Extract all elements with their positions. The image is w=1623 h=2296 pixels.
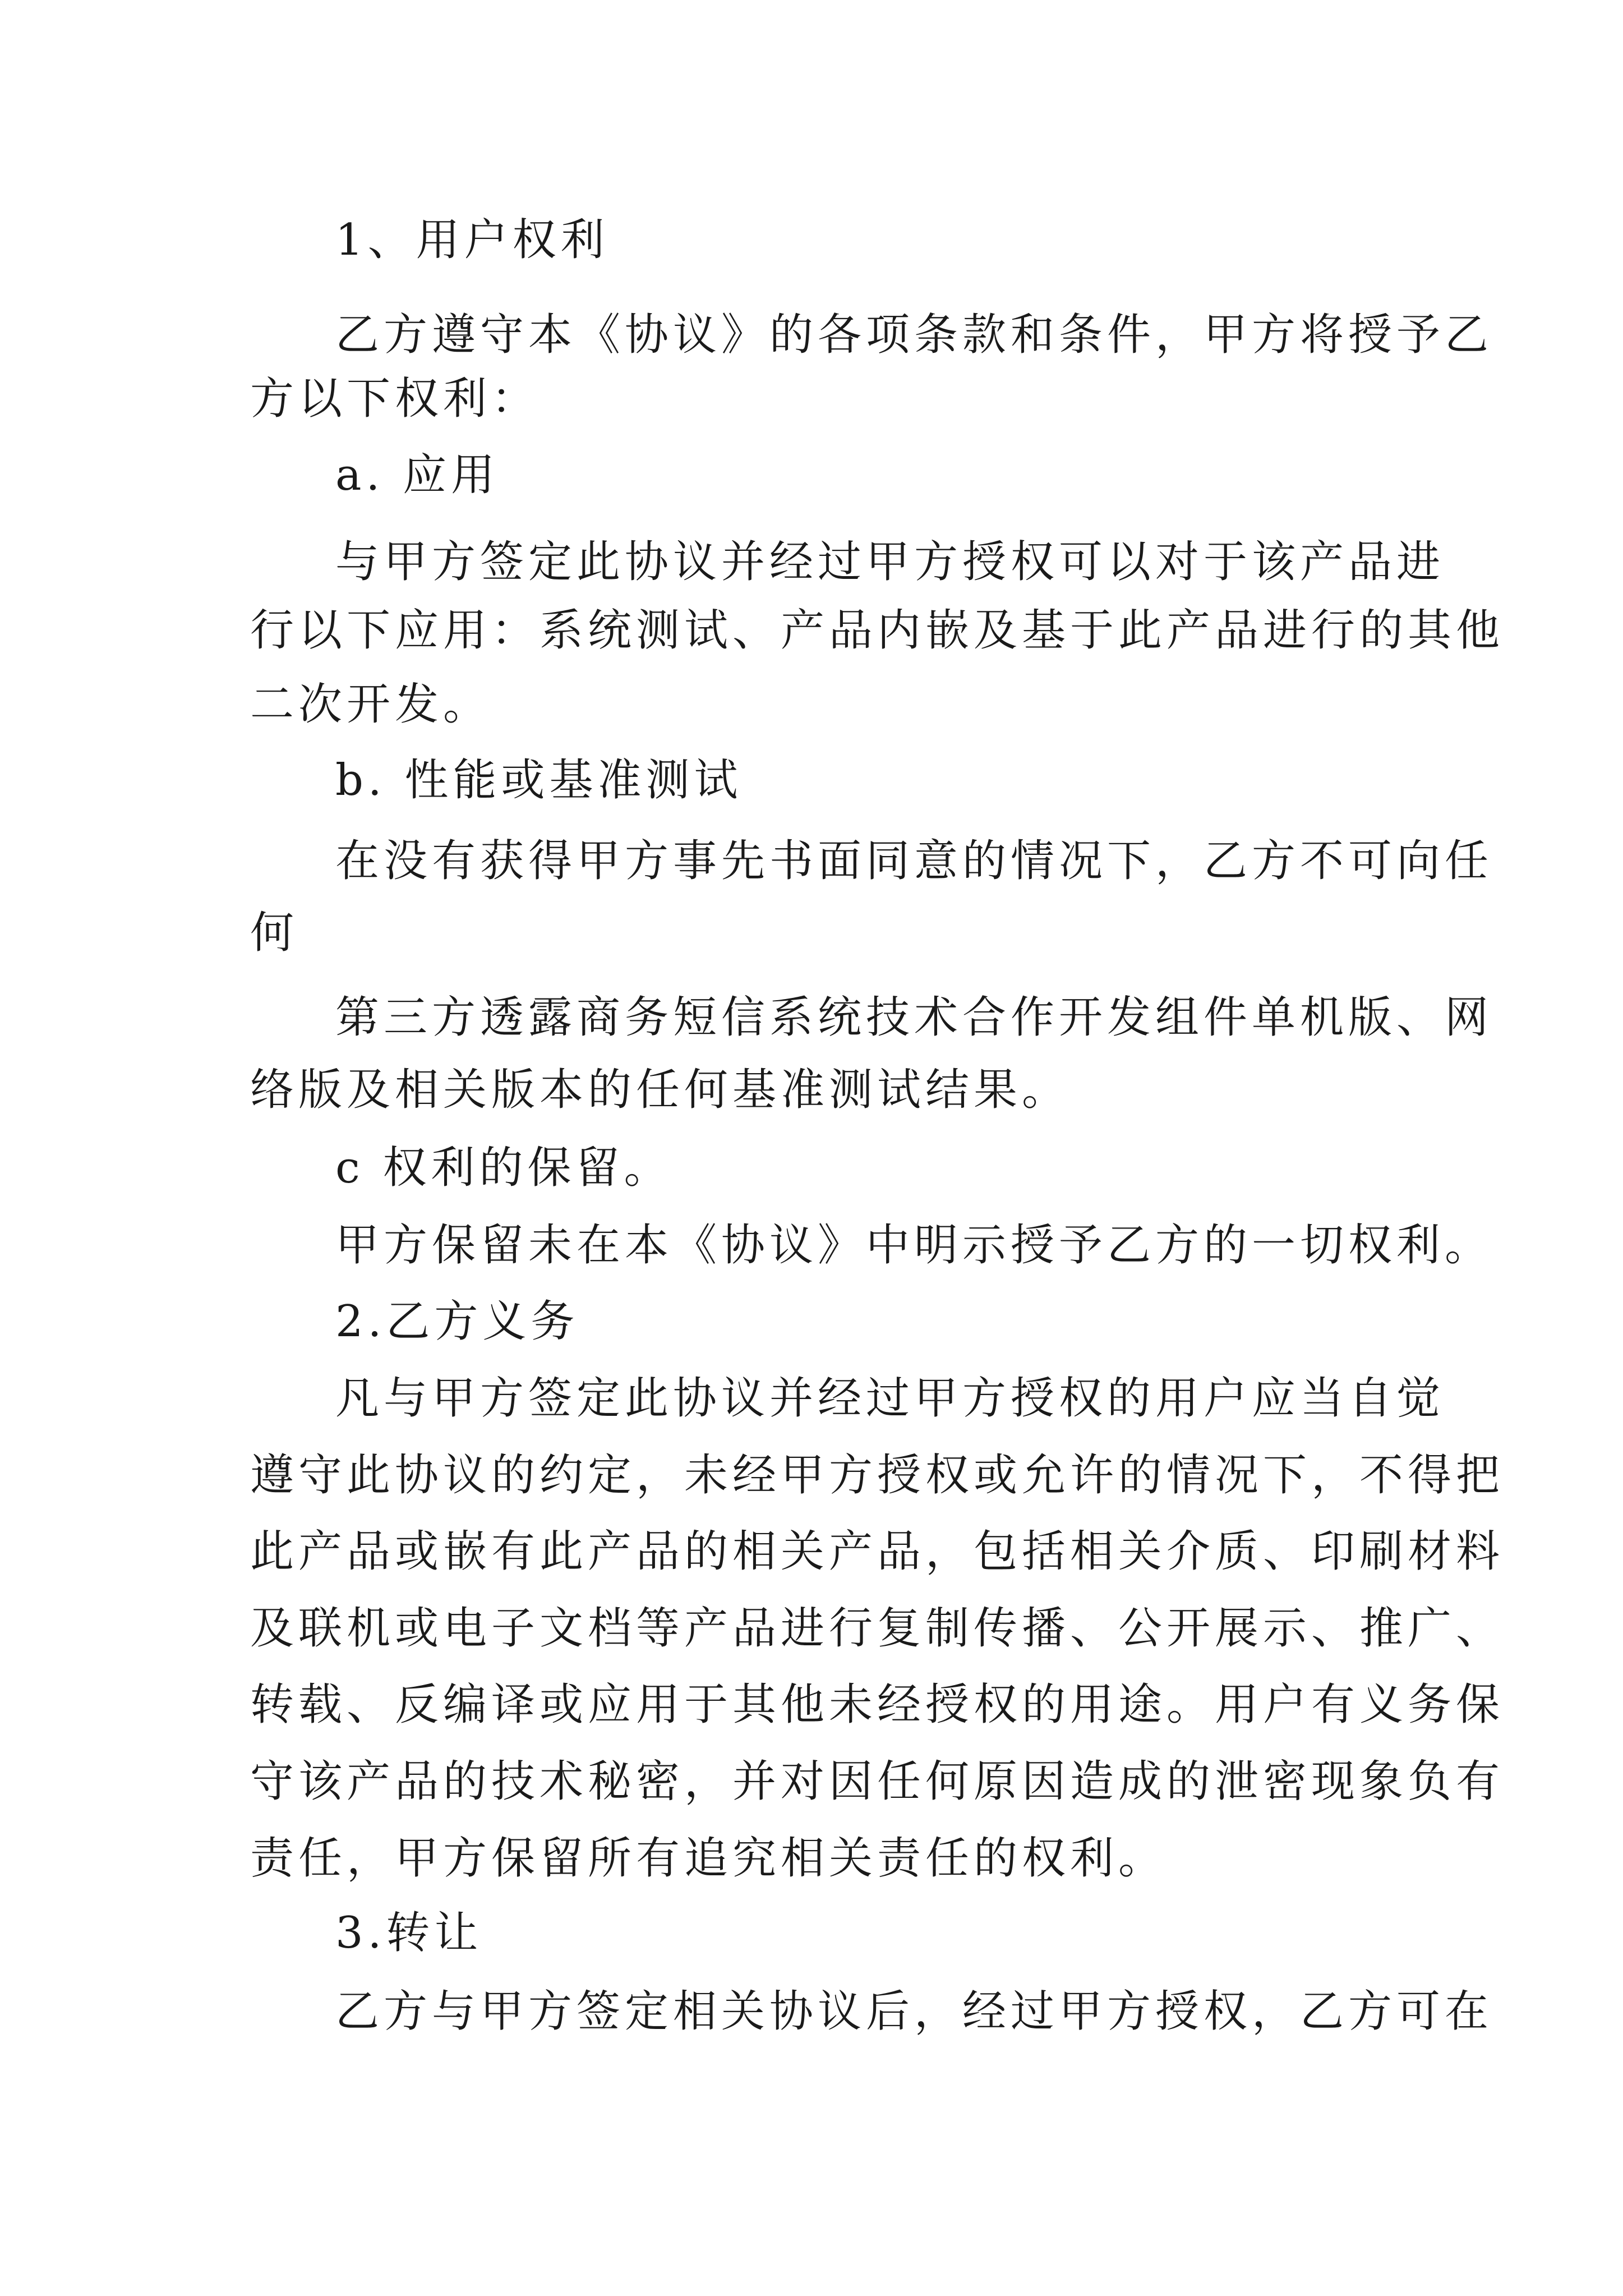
item-b-text-line-2: 何 [250,908,299,958]
section-3-text-line-1: 乙方与甲方签定相关协议后，经过甲方授权，乙方可在 [335,1986,1493,2037]
section-2-text-line-6: 守该产品的技术秘密，并对因任何原因造成的泄密现象负有 [250,1756,1505,1807]
section-2-text-line-2: 遵守此协议的约定，未经甲方授权或允许的情况下，不得把 [250,1450,1505,1501]
item-b-text-line-3: 第三方透露商务短信系统技术合作开发组件单机版、网 [335,992,1493,1043]
section-1-heading: 1、用户权利 [335,215,609,265]
item-b-text-line-4: 络版及相关版本的任何基准测试结果。 [250,1065,1071,1115]
item-a-text-line-2: 行以下应用：系统测试、产品内嵌及基于此产品进行的其他 [250,605,1505,656]
section-2-heading: 2.乙方义务 [335,1296,579,1347]
item-b-heading: b. 性能或基准测试 [335,755,743,806]
item-c-text: 甲方保留未在本《协议》中明示授予乙方的一切权利。 [335,1220,1493,1271]
item-a-heading: a. 应用 [335,450,500,500]
section-2-text-line-3: 此产品或嵌有此产品的相关产品，包括相关介质、印刷材料 [250,1526,1505,1577]
section-1-intro-line-2: 方以下权利： [250,374,540,424]
item-c-heading: c 权利的保留。 [335,1143,672,1193]
item-a-text-line-1: 与甲方签定此协议并经过甲方授权可以对于该产品进 [335,537,1445,587]
section-2-text-line-7: 责任，甲方保留所有追究相关责任的权利。 [250,1833,1167,1884]
section-1-intro-line-1: 乙方遵守本《协议》的各项条款和条件，甲方将授予乙 [335,310,1493,360]
item-b-text-line-1: 在没有获得甲方事先书面同意的情况下，乙方不可向任 [335,836,1493,886]
section-2-text-line-5: 转载、反编译或应用于其他未经授权的用途。用户有义务保 [250,1680,1505,1730]
section-3-heading: 3.转让 [335,1908,483,1958]
item-a-text-line-3: 二次开发。 [250,679,492,730]
section-2-text-line-1: 凡与甲方签定此协议并经过甲方授权的用户应当自觉 [335,1373,1445,1424]
section-2-text-line-4: 及联机或电子文档等产品进行复制传播、公开展示、推广、 [250,1603,1505,1654]
